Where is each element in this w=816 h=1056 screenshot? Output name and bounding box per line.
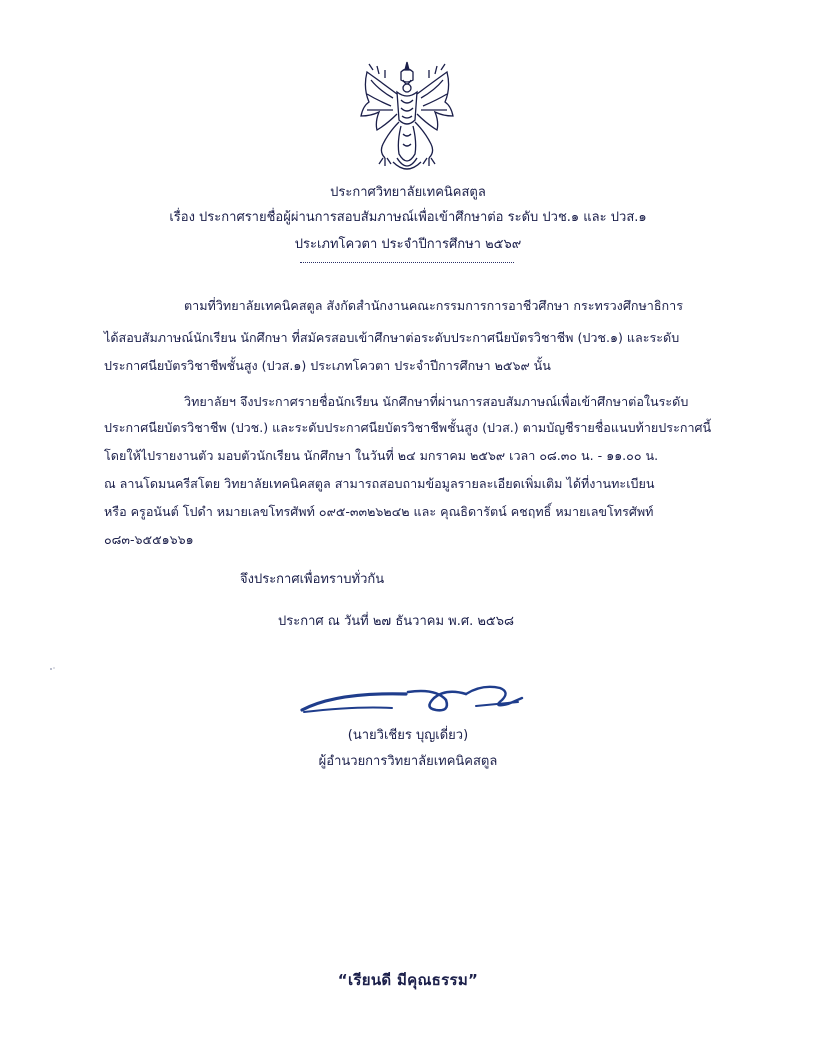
- announcement-title: ประกาศวิทยาลัยเทคนิคสตูล: [330, 185, 486, 200]
- header-divider: [300, 262, 514, 263]
- paragraph2-line: หรือ ครูอนันต์ โปดำ หมายเลขโทรศัพท์ ๐๙๕-๓๓๒๖๒๔๒ และ คุณธิดารัตน์ คชฤทธิ์ หมายเลขโทรศัพท์: [104, 504, 654, 519]
- scan-speck: [48, 666, 58, 672]
- closing-acknowledge: จึงประกาศเพื่อทราบทั่วกัน: [240, 572, 385, 587]
- paragraph2-line: ประกาศนียบัตรวิชาชีพ (ปวช.) และระดับประกาศนียบัตรวิชาชีพชั้นสูง (ปวส.) ตามบัญชีรายชื่อแนบท้ายประกาศนี้: [104, 420, 712, 435]
- paragraph1-line: ประกาศนียบัตรวิชาชีพชั้นสูง (ปวส.๑) ประเภทโควตา ประจำปีการศึกษา ๒๕๖๙ นั้น: [104, 358, 551, 373]
- paragraph2-line: ณ ลานโดมนครีสโตย วิทยาลัยเทคนิคสตูล สามารถสอบถามข้อมูลรายละเอียดเพิ่มเติม ได้ที่งานทะเบียน: [104, 476, 655, 491]
- handwritten-signature: [296, 680, 528, 720]
- paragraph2-line: วิทยาลัยฯ จึงประกาศรายชื่อนักเรียน นักศึกษาที่ผ่านการสอบสัมภาษณ์เพื่อเข้าศึกษาต่อในระดับ: [184, 394, 689, 409]
- college-motto: “เรียนดี มีคุณธรรม”: [337, 971, 479, 989]
- announcement-date: ประกาศ ณ วันที่ ๒๗ ธันวาคม พ.ศ. ๒๕๖๘: [278, 614, 515, 629]
- signatory-name: (นายวิเชียร บุญเดี่ยว): [347, 728, 469, 743]
- paragraph2-line: ๐๘๓-๖๕๕๑๖๖๑: [104, 532, 194, 547]
- paragraph2-line: โดยให้ไปรายงานตัว มอบตัวนักเรียน นักศึกษา ในวันที่ ๒๔ มกราคม ๒๕๖๙ เวลา ๐๘.๓๐ น. - ๑๑.๐๐ น.: [104, 448, 659, 463]
- paragraph1-line: ได้สอบสัมภาษณ์นักเรียน นักศึกษา ที่สมัครสอบเข้าศึกษาต่อระดับประกาศนียบัตรวิชาชีพ (ปวช.๑) และระดับ: [104, 330, 680, 345]
- signatory-position: ผู้อำนวยการวิทยาลัยเทคนิคสตูล: [318, 754, 498, 769]
- paragraph1-line: ตามที่วิทยาลัยเทคนิคสตูล สังกัดสำนักงานคณะกรรมการการอาชีวศึกษา กระทรวงศึกษาธิการ: [184, 298, 683, 313]
- garuda-emblem-icon: [353, 58, 461, 176]
- announcement-subject: เรื่อง ประกาศรายชื่อผู้ผ่านการสอบสัมภาษณ์เพื่อเข้าศึกษาต่อ ระดับ ปวช.๑ และ ปวส.๑: [169, 210, 647, 225]
- announcement-subject-continued: ประเภทโควตา ประจำปีการศึกษา ๒๕๖๙: [294, 237, 522, 252]
